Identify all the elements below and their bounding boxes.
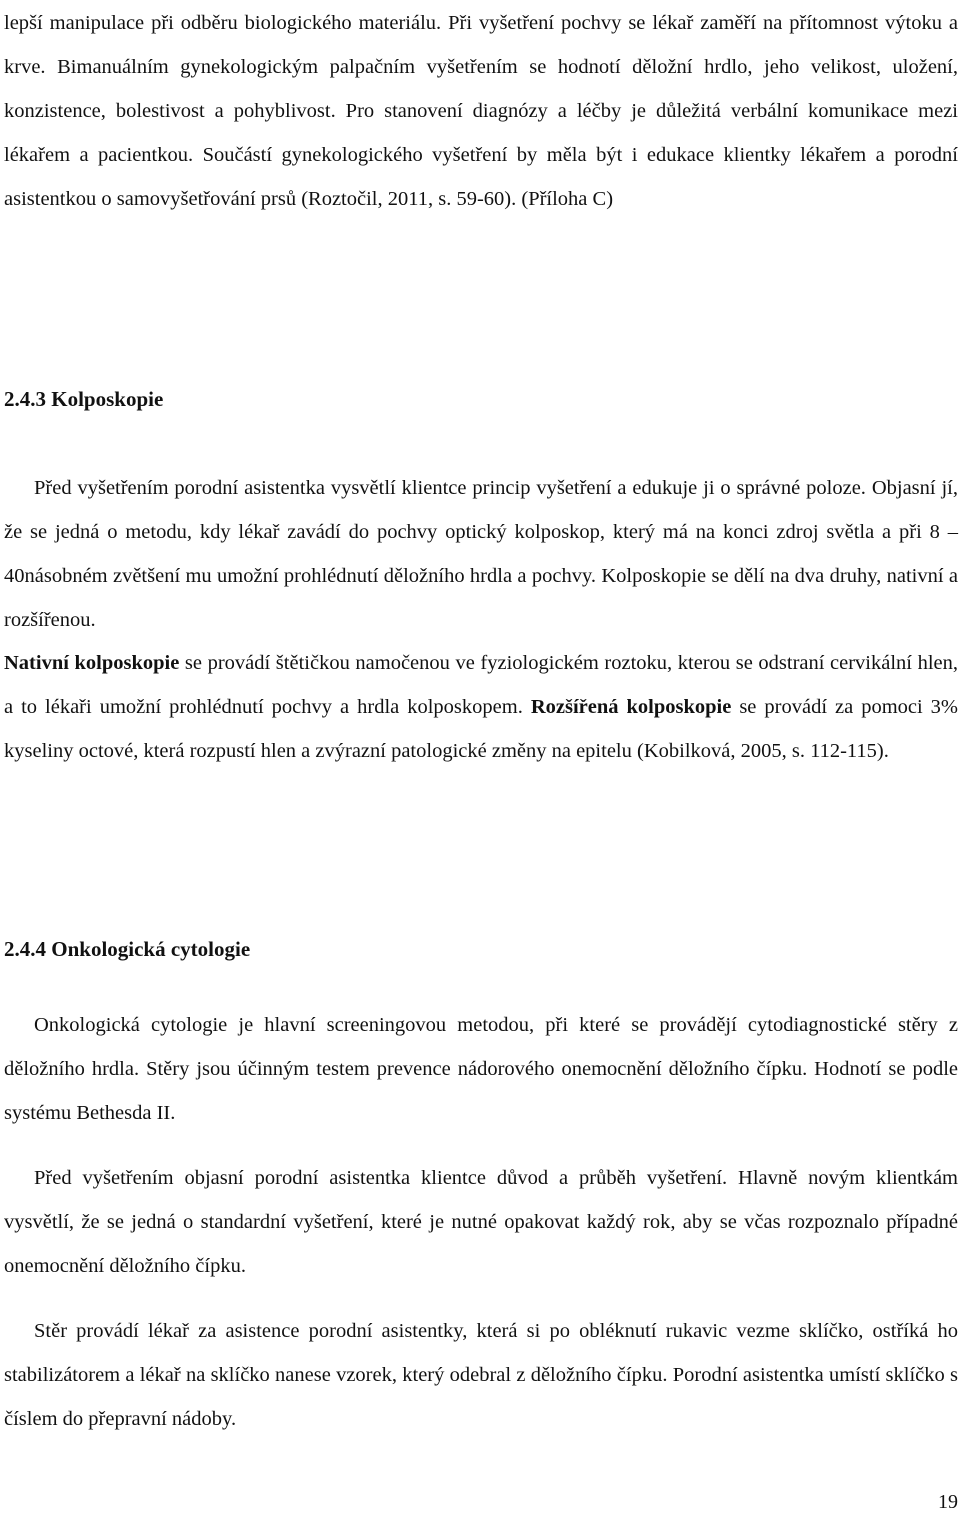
term-nativni-kolposkopie: Nativní kolposkopie <box>4 652 180 674</box>
section-heading-onkologicka-cytologie: 2.4.4 Onkologická cytologie <box>4 937 251 961</box>
paragraph-kolposkopie-types <box>4 641 958 773</box>
paragraph-gynecologic-exam: lepší manipulace při odběru biologického materiálu. Při vyšetření pochvy se lékař zaměří na přítomnost výtoku a krve. Bimanuálním gynekologickým palpačním vyšetřením se hodnotí děložní hrdlo, jeho velikost, uložení, konzistence, bolestivost a pohyblivost. Pro stanovení diagnózy a léčby je důležitá verbální komunikace mezi lékařem a pacientkou. Součástí gynekologického vyšetření by měla být i edukace klientky lékařem a porodní asistentkou o samovyšetřování prsů (Roztočil, 2011, s. 59-60). (Příloha C) <box>4 12 958 210</box>
paragraph-cytologie-procedure: Stěr provádí lékař za asistence porodní asistentky, která si po obléknutí rukavic vezme sklíčko, ostříká ho stabilizátorem a lékař na sklíčko nanese vzorek, který odebral z děložního čípku. Porodní asistentka umístí sklíčko s číslem do přepravní nádoby. <box>4 1320 958 1430</box>
page-number: 19 <box>938 1491 958 1513</box>
section-heading-kolposkopie: 2.4.3 Kolposkopie <box>4 387 164 411</box>
term-rozsirena-kolposkopie: Rozšířená kolposkopie <box>530 696 732 718</box>
text-nativni-description: se provádí štětičkou namočenou ve fyziologickém roztoku, kterou se odstraní cervikální hlen, a to lékaři umožní prohlédnutí pochvy a hrdla kolposkopem. <box>4 652 958 718</box>
paragraph-cytologie-explanation: Před vyšetřením objasní porodní asistentka klientce důvod a průběh vyšetření. Hlavně novým klientkám vysvětlí, že se jedná o standardní vyšetření, které je nutné opakovat každý rok, aby se včas rozpoznalo případné onemocnění děložního čípku. <box>4 1167 958 1277</box>
paragraph-cytologie-intro: Onkologická cytologie je hlavní screeningovou metodou, při které se provádějí cytodiagnostické stěry z děložního hrdla. Stěry jsou účinným testem prevence nádorového onemocnění děložního čípku. Hodnotí se podle systému Bethesda II. <box>4 1014 958 1124</box>
paragraph-kolposkopie-intro: Před vyšetřením porodní asistentka vysvětlí klientce princip vyšetření a edukuje ji o správné poloze. Objasní jí, že se jedná o metodu, kdy lékař zavádí do pochvy optický kolposkop, který má na konci zdroj světla a při 8 – 40násobném zvětšení mu umožní prohlédnutí děložního hrdla a pochvy. Kolposkopie se dělí na dva druhy, nativní a rozšířenou. <box>4 477 958 631</box>
text-rozsirena-description: se provádí za pomoci 3% kyseliny octové, která rozpustí hlen a zvýrazní patologické změny na epitelu (Kobilková, 2005, s. 112-115). <box>4 696 959 762</box>
